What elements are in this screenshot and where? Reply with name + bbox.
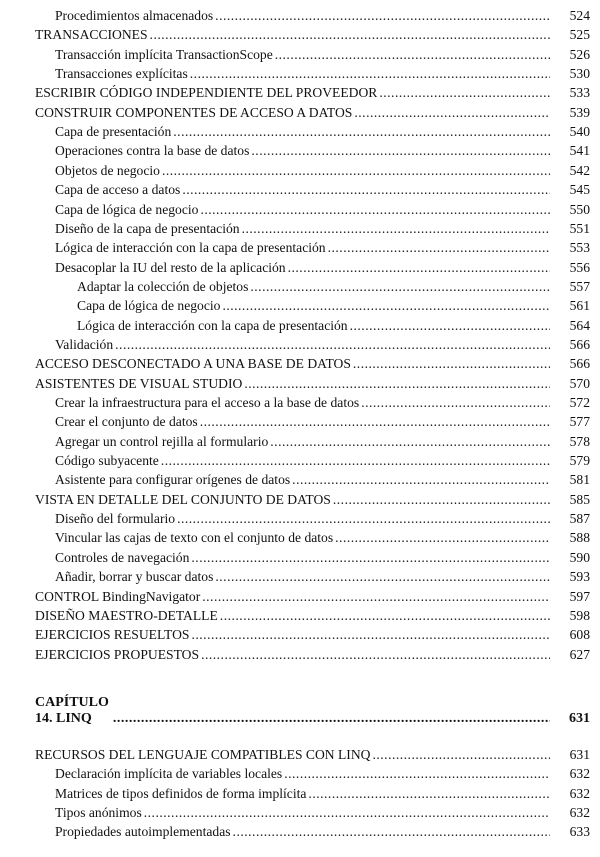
toc-entry-page-number: 566 [569,356,590,372]
dot-leader [372,747,550,763]
toc-entry-title: ASISTENTES DE VISUAL STUDIO [35,375,243,391]
toc-entry-page-number: 572 [569,395,590,410]
toc-entry-page-number: 553 [569,240,590,256]
toc-entry-page-number: 556 [569,259,590,275]
dot-leader [201,647,550,663]
toc-entry-title: Transacciones explícitas [55,66,188,82]
toc-entry-page-number: 545 [569,182,590,198]
toc-entry-title: DISEÑO MAESTRO-DETALLE [35,607,218,623]
toc-entry-page-number: 587 [569,511,590,527]
toc-entry-page-number: 588 [569,530,590,546]
toc-entry [0,373,600,392]
toc-entry-page-number: 561 [569,298,590,314]
toc-entry-page-number: 633 [569,824,590,840]
toc-entry-title: Capa de lógica de negocio [55,201,199,217]
toc-entry-page-number: 524 [569,8,590,23]
dot-leader [354,105,550,121]
dot-leader [251,143,550,159]
toc-entry-title: Controles de navegación [55,549,190,565]
toc-entry [0,334,600,353]
dot-leader [220,608,550,624]
toc-entry [0,276,600,295]
toc-entry-title: Tipos anónimos [55,805,142,821]
toc-entry-page-number: 585 [569,491,590,507]
dot-leader [215,569,550,585]
toc-entry-page-number: 578 [569,433,590,449]
toc-entry-page-number: 593 [569,569,590,585]
dot-leader [361,395,550,411]
toc-entry [0,160,600,179]
toc-entry [0,237,600,256]
toc-entry-title: VISTA EN DETALLE DEL CONJUNTO DE DATOS [35,491,331,507]
chapter-page-number: 631 [569,711,590,726]
toc-entry-title: Diseño del formulario [55,511,176,527]
toc-entry-title: ACCESO DESCONECTADO A UNA BASE DE DATOS [35,356,351,372]
toc-entry [0,586,600,605]
toc-entry [0,102,600,121]
toc-entry-title: CONSTRUIR COMPONENTES DE ACCESO A DATOS [35,104,353,120]
dot-leader [182,182,550,198]
toc-entry [0,392,600,411]
dot-leader [333,492,550,508]
dot-leader [308,786,550,802]
toc-entry-page-number: 551 [569,220,590,236]
toc-entry-title: Capa de acceso a datos [55,182,181,198]
toc-entry-title: ESCRIBIR CÓDIGO INDEPENDIENTE DEL PROVEEDOR [35,85,378,101]
toc-entry-page-number: 530 [569,66,590,82]
toc-entry [0,315,600,334]
toc-entry-page-number: 627 [569,646,590,662]
toc-entry-title: Lógica de interacción con la capa de presentación [77,317,348,333]
toc-entry-page-number: 541 [569,143,590,159]
toc-entry-title: EJERCICIOS PROPUESTOS [35,646,200,662]
dot-leader [191,550,550,566]
dot-leader [379,85,550,101]
dot-leader [150,27,550,43]
dot-leader [242,221,550,237]
toc-entry-page-number: 608 [569,627,590,643]
toc-entry-title: Adaptar la colección de objetos [77,278,249,294]
toc-entry-page-number: 581 [569,472,590,488]
toc-entry-title: CONTROL BindingNavigator [35,588,201,604]
dot-leader [161,453,550,469]
toc-entry-page-number: 631 [569,747,590,762]
chapter-heading [0,695,600,727]
toc-entry-title: Crear la infraestructura para el acceso a la base de datos [55,395,360,410]
toc-entry-page-number: 525 [569,27,590,43]
toc-entry [0,44,600,63]
toc-entry-title: Agregar un control rejilla al formulario [55,433,269,449]
toc-entry-title: RECURSOS DEL LENGUAJE COMPATIBLES CON LINQ [35,747,371,762]
toc-entry [0,802,600,821]
toc-entry-title: Objetos de negocio [55,162,160,178]
toc-entry-title: Declaración implícita de variables locales [55,766,283,782]
toc-entry [0,257,600,276]
dot-leader [292,472,550,488]
toc-entry [0,469,600,488]
toc-entry-title: Matrices de tipos definidos de forma implícita [55,785,307,801]
dot-leader [202,589,550,605]
toc-entry-page-number: 557 [569,278,590,294]
chapter-title: CAPÍTULO 14. LINQ [35,695,109,726]
dot-leader [191,627,550,643]
toc-entry-title: TRANSACCIONES [35,27,148,43]
dot-leader [275,47,550,63]
toc-entry [0,218,600,237]
toc-entry [0,644,600,663]
toc-entry-page-number: 542 [569,162,590,178]
toc-entry-title: Crear el conjunto de datos [55,414,198,430]
toc-entry-page-number: 526 [569,46,590,62]
toc-entry-title: Código subyacente [55,453,159,469]
toc-entry [0,63,600,82]
dot-leader [350,318,550,334]
toc-entry-title: Asistente para configurar orígenes de datos [55,472,291,488]
toc-entry [0,605,600,624]
dot-leader [222,298,550,314]
dot-leader [335,530,550,546]
dot-leader [328,240,550,256]
toc-entry-title: Capa de presentación [55,124,172,140]
toc-entry [0,295,600,314]
toc-entry [0,179,600,198]
toc-entry [0,5,600,24]
toc-entry [0,744,600,763]
toc-entry [0,489,600,508]
dot-leader [353,356,550,372]
toc-entry [0,566,600,585]
toc-entry-page-number: 598 [569,607,590,623]
toc-entry-page-number: 632 [569,766,590,782]
toc-entry [0,353,600,372]
toc-entry [0,763,600,782]
toc-entry [0,140,600,159]
dot-leader [144,805,550,821]
dot-leader [190,66,550,82]
toc-entry-page-number: 564 [569,317,590,333]
dot-leader [288,260,550,276]
toc-entry [0,450,600,469]
toc-entry-page-number: 597 [569,588,590,604]
toc-entry-page-number: 632 [569,785,590,801]
toc-entry-title: EJERCICIOS RESUELTOS [35,627,190,643]
toc-entry [0,24,600,43]
toc-entry [0,547,600,566]
toc-entry-title: Vincular las cajas de texto con el conjunto de datos [55,530,334,546]
dot-leader [200,414,550,430]
toc-entry [0,82,600,101]
toc-entry-page-number: 540 [569,124,590,140]
toc-entry [0,527,600,546]
toc-entry-title: Propiedades autoimplementadas [55,824,231,840]
toc-entry [0,783,600,802]
toc-entry-page-number: 550 [569,201,590,217]
dot-leader [215,8,550,24]
dot-leader [162,163,550,179]
toc-entry-title: Desacoplar la IU del resto de la aplicación [55,259,286,275]
toc-entry-page-number: 570 [569,375,590,391]
toc-entry-title: Capa de lógica de negocio [77,298,221,314]
toc-entry [0,199,600,218]
toc-entry [0,821,600,840]
dot-leader [284,766,550,782]
toc-entry-page-number: 577 [569,414,590,430]
dot-leader [270,434,550,450]
toc-entry [0,624,600,643]
toc-entry-page-number: 539 [569,104,590,120]
toc-entry-title: Diseño de la capa de presentación [55,220,240,236]
toc-entry-page-number: 579 [569,453,590,469]
toc-entry [0,431,600,450]
dot-leader [244,376,550,392]
toc-entry-title: Añadir, borrar y buscar datos [55,569,214,585]
dot-leader [233,824,550,840]
dot-leader [173,124,550,140]
toc-entry [0,508,600,527]
toc-entry-page-number: 590 [569,549,590,565]
toc-entry-page-number: 566 [569,336,590,352]
dot-leader [200,202,550,218]
toc-entry-title: Transacción implícita TransactionScope [55,46,273,62]
dot-leader [177,511,550,527]
dot-leader [115,337,550,353]
toc-entry-page-number: 632 [569,805,590,821]
toc-entry [0,411,600,430]
toc-entry-page-number: 533 [569,85,590,101]
toc-entry-title: Operaciones contra la base de datos [55,143,250,159]
toc-entry [0,121,600,140]
dot-leader [250,279,550,295]
dot-leader [113,711,550,727]
toc-entry-title: Procedimientos almacenados [55,8,214,23]
toc-entry-title: Lógica de interacción con la capa de presentación [55,240,326,256]
toc-entry-title: Validación [55,336,114,352]
